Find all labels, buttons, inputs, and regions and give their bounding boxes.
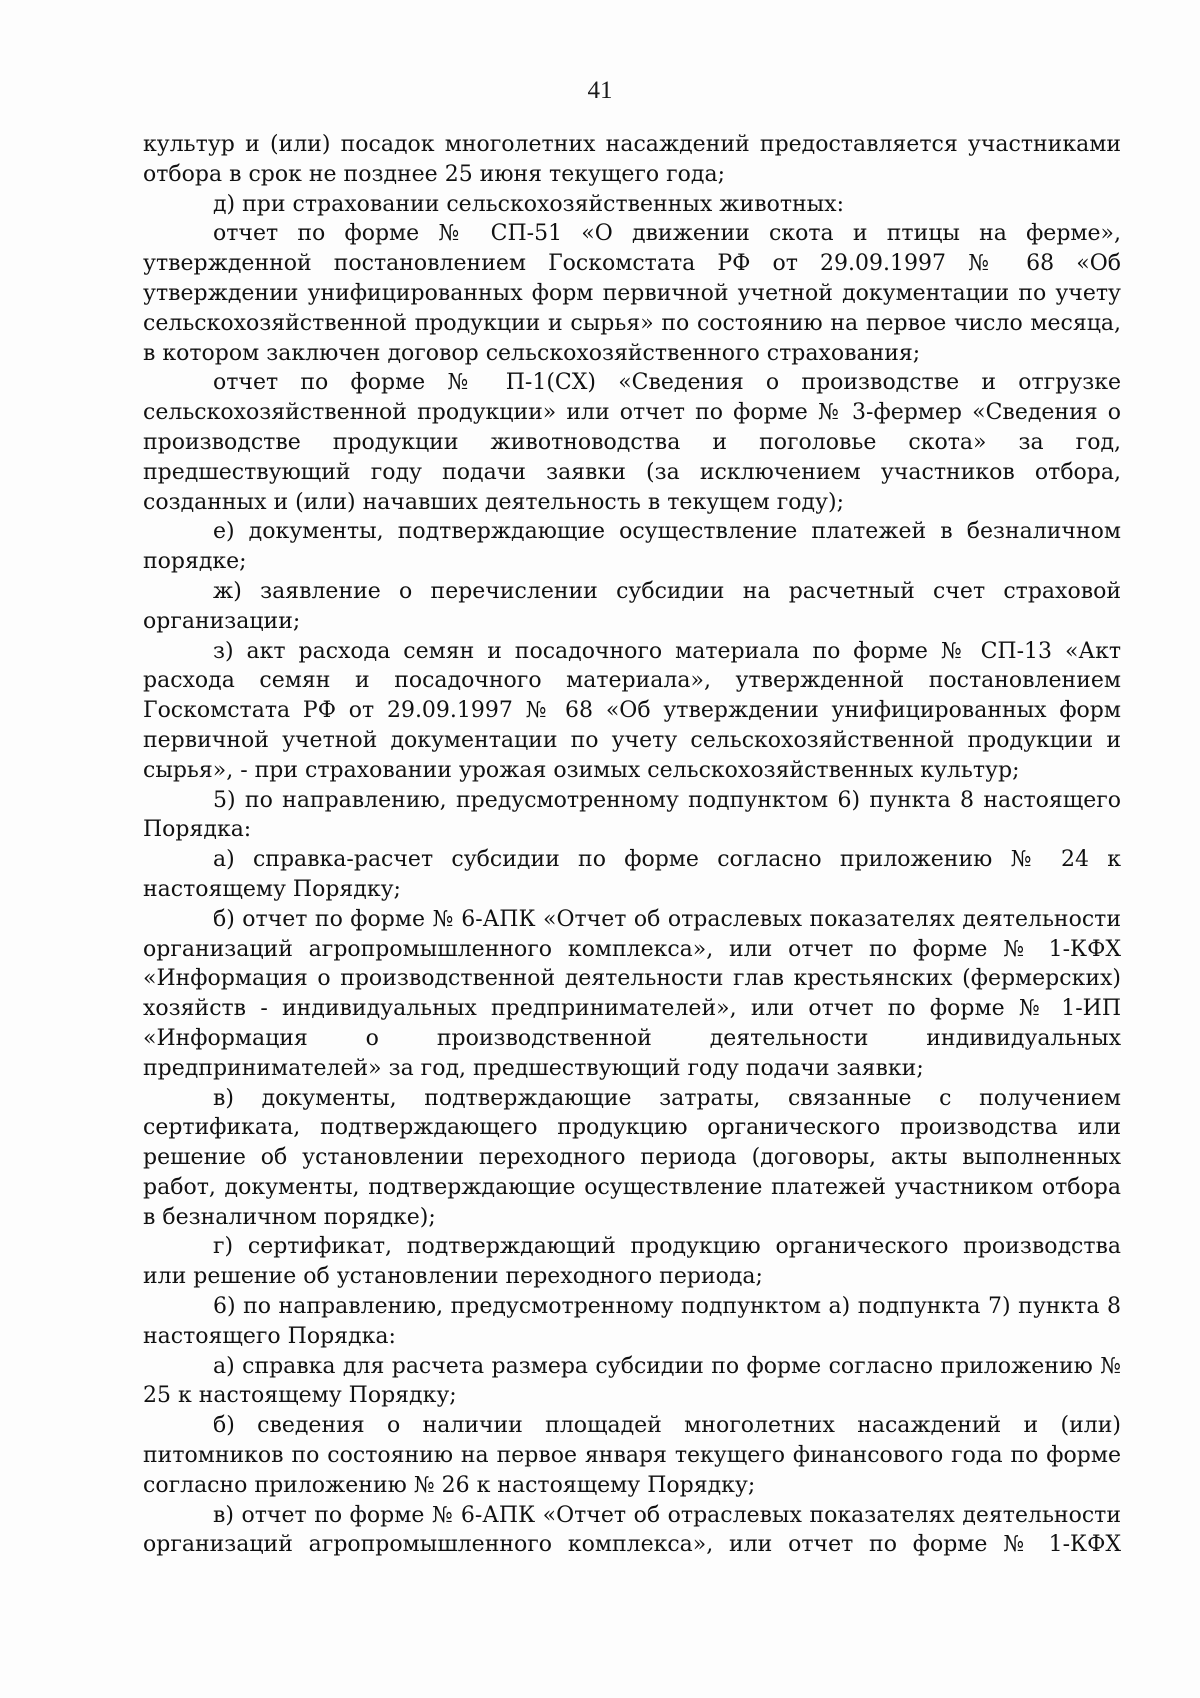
page-number: 41 bbox=[587, 77, 613, 104]
paragraph: в) документы, подтверждающие затраты, связанные с получением сертификата, подтверждающего продукцию органического производства или решение об установлении переходного периода (договоры, акты выполненных работ, документы, подтверждающие осуществление платежей участником отбора в безналичном порядке); bbox=[143, 1085, 1121, 1230]
paragraph: г) сертификат, подтверждающий продукцию органического производства или решение об установлении переходного периода; bbox=[143, 1234, 1121, 1290]
paragraph: отчет по форме № СП-51 «О движении скота и птицы на ферме», утвержденной постановлением Госкомстата РФ от 29.09.1997 № 68 «Об утверждении унифицированных форм первичной учетной документации по учету сельскохозяйственной продукции и сырья» по состоянию на первое число месяца, в котором заключен договор сельскохозяйственного страхования; bbox=[143, 221, 1121, 366]
paragraph: а) справка для расчета размера субсидии по форме согласно приложению № 25 к настоящему Порядку; bbox=[143, 1353, 1121, 1409]
paragraph: б) сведения о наличии площадей многолетних насаждений и (или) питомников по состоянию на первое января текущего финансового года по форме согласно приложению № 26 к настоящему Порядку; bbox=[143, 1413, 1121, 1498]
paragraph: отчет по форме № П-1(СХ) «Сведения о производстве и отгрузке сельскохозяйственной продукции» или отчет по форме № 3-фермер «Сведения о производстве продукции животноводства и поголовье скота» за год, предшествующий году подачи заявки (за исключением участников отбора, созданных и (или) начавших деятельность в текущем году); bbox=[143, 370, 1121, 515]
paragraph: з) акт расхода семян и посадочного материала по форме № СП-13 «Акт расхода семян и посадочного материала», утвержденной постановлением Госкомстата РФ от 29.09.1997 № 68 «Об утверждении унифицированных форм первичной учетной документации по учету сельскохозяйственной продукции и сырья», - при страховании урожая озимых сельскохозяйственных культур; bbox=[143, 638, 1121, 783]
paragraph: 5) по направлению, предусмотренному подпунктом 6) пункта 8 настоящего Порядка: bbox=[143, 787, 1121, 843]
paragraph: ж) заявление о перечислении субсидии на расчетный счет страховой организации; bbox=[143, 578, 1121, 634]
paragraph: 6) по направлению, предусмотренному подпунктом а) подпункта 7) пункта 8 настоящего Порядка: bbox=[143, 1294, 1121, 1349]
document-body bbox=[143, 130, 1121, 1560]
paragraph: культур и (или) посадок многолетних насаждений предоставляется участниками отбора в срок не позднее 25 июня текущего года; bbox=[143, 132, 1121, 187]
paragraph: в) отчет по форме № 6-АПК «Отчет об отраслевых показателях деятельности организаций агропромышленного комплекса», или отчет по форме № 1-КФХ bbox=[143, 1502, 1121, 1558]
paragraph: б) отчет по форме № 6-АПК «Отчет об отраслевых показателях деятельности организаций агропромышленного комплекса», или отчет по форме № 1-КФХ «Информация о производственной деятельности глав крестьянских (фермерских) хозяйств - индивидуальных предпринимателей», или отчет по форме № 1-ИП «Информация о производственной деятельности индивидуальных предпринимателей» за год, предшествующий году подачи заявки; bbox=[143, 906, 1121, 1081]
paragraph: а) справка-расчет субсидии по форме согласно приложению № 24 к настоящему Порядку; bbox=[143, 847, 1121, 902]
paragraph: д) при страховании сельскохозяйственных животных: bbox=[213, 191, 844, 217]
paragraph: е) документы, подтверждающие осуществление платежей в безналичном порядке; bbox=[143, 519, 1121, 575]
